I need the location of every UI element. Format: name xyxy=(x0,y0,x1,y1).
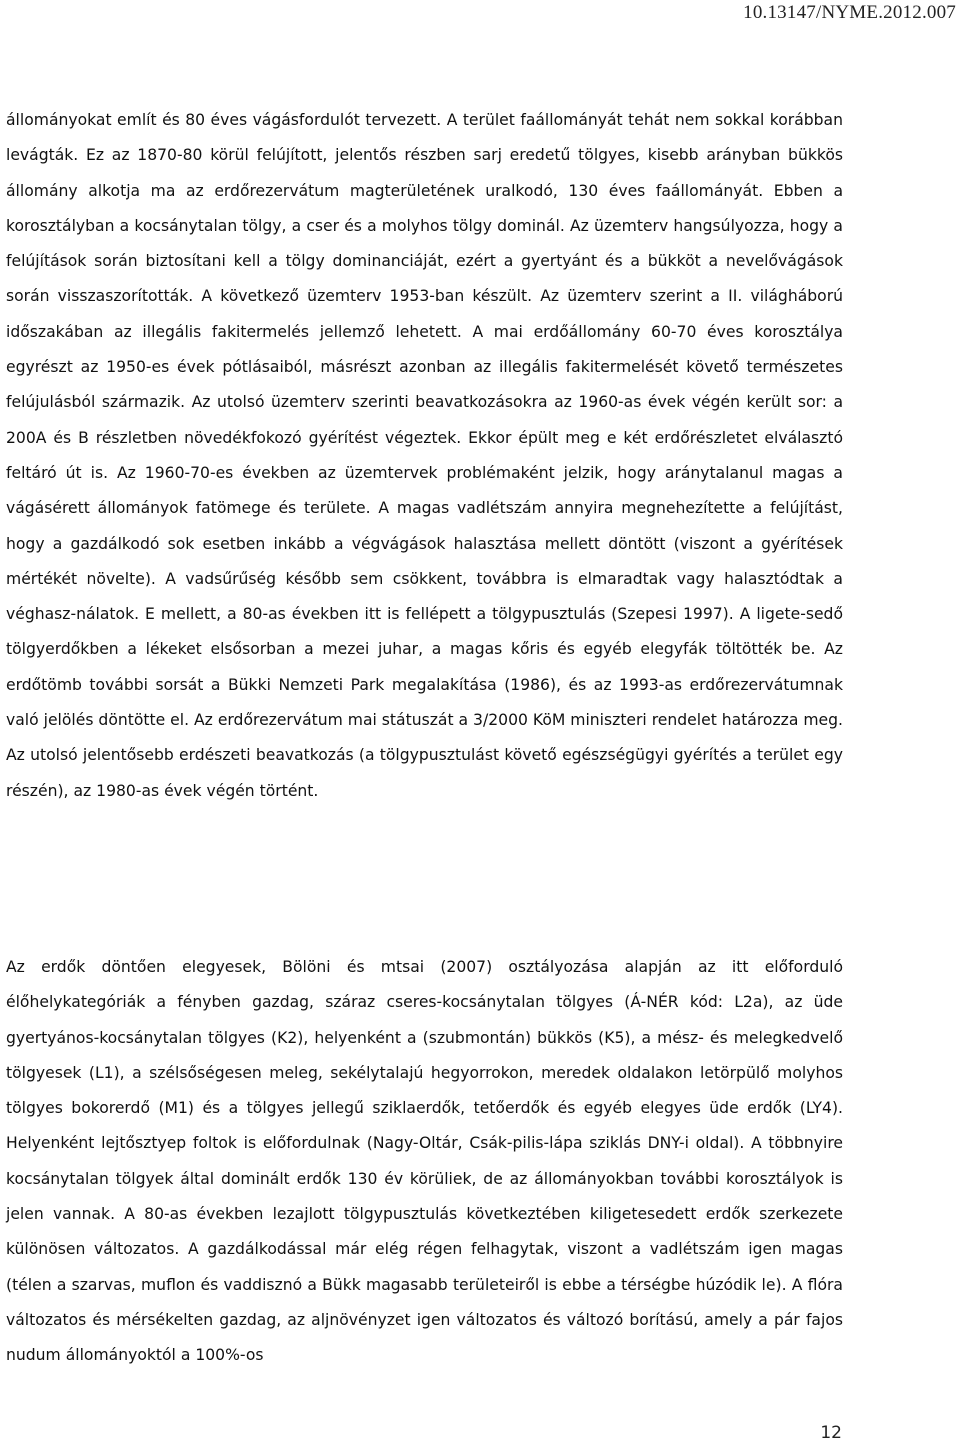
page-number: 12 xyxy=(820,1423,842,1443)
doi-header: 10.13147/NYME.2012.007 xyxy=(743,2,956,23)
paragraph-habitats: Az erdők döntően elegyesek, Bölöni és mtsai (2007) osztályozása alapján az itt előforduló élőhelykategóriák a fényben gazdag, száraz cseres-kocsánytalan tölgyes (Á-NÉR kód: L2a), az üde gyertyános-kocsánytalan tölgyes (K2), helyenként a (szubmontán) bükkös (K5), a mész- és melegkedvelő tölgyesek (L1), a szélsőségesen meleg, sekélytalajú hegyorrokon, meredek oldalakon letörpülő molyhos tölgyes bokorerdő (M1) és a tölgyes jellegű sziklaerdők, tetőerdők és egyéb elegyes üde erdők (LY4). Helyenként lejtősztyep foltok is előfordulnak (Nagy-Oltár, Csák-pilis-lápa sziklás DNY-i oldal). A többnyire kocsánytalan tölgyek által dominált erdők 130 év körüliek, de az állományokban további korosztályok is jelen vannak. A 80-as években lezajlott tölgypusztulás következtében kiligetesedett erdők szerkezete különösen változatos. A gazdálkodással már elég régen felhagytak, viszont a vadlétszám igen magas (télen a szarvas, muflon és vaddisznó a Bükk magasabb területeiről is ebbe a térségbe húzódik le). A flóra változatos és mérsékelten gazdag, az aljnövényzet igen változatos és változó borítású, amely a pár fajos nudum állományoktól a 100%-os xyxy=(6,958,843,1365)
paragraph-history: állományokat említ és 80 éves vágásfordulót tervezett. A terület faállományát tehát nem sokkal korábban levágták. Ez az 1870-80 körül felújított, jelentős részben sarj eredetű tölgyes, kisebb arányban bükkös állomány alkotja ma az erdőrezervátum magterületének uralkodó, 130 éves faállományát. Ebben a korosztályban a kocsánytalan tölgy, a cser és a molyhos tölgy dominál. Az üzemterv hangsúlyozza, hogy a felújítások során biztosítani kell a tölgy dominanciáját, ezért a gyertyánt és a bükköt a nevelővágások során visszaszorították. A következő üzemterv 1953-ban készült. Az üzemterv szerint a II. világháború időszakában az illegális fakitermelés jellemző lehetett. A mai erdőállomány 60-70 éves korosztálya egyrészt az 1950-es évek pótlásaiból, másrészt azonban az illegális fakitermelését követő természetes felújulásból származik. Az utolsó üzemterv szerinti beavatkozásokra az 1960-as évek végén került sor: a 200A és B részletben növedékfokozó gyérítést végeztek. Ekkor épült meg e két erdőrészletet elválasztó feltáró út is. Az 1960-70-es években az üzemtervek problémaként jelzik, hogy aránytalanul magas a vágásérett állományok fatömege és területe. A magas vadlétszám annyira megnehezítette a felújítást, hogy a gazdálkodó sok esetben inkább a végvágások halasztása mellett döntött (viszont a gyérítések mértékét növelte). A vadsűrűség később sem csökkent, továbbra is elmaradtak vagy halasztódtak a véghasz-nálatok. E mellett, a 80-as években itt is fellépett a tölgypusztulás (Szepesi 1997). A ligete-sedő tölgyerdőkben a lékeket elsősorban a mezei juhar, a magas kőris és egyéb elegyfák töltötték be. Az erdőtömb további sorsát a Bükki Nemzeti Park megalakítása (1986), és az 1993-as erdőrezervátumnak való jelölés döntötte el. Az erdőrezervátum mai státuszát a 3/2000 KöM miniszteri rendelet határozza meg. Az utolsó jelentősebb erdészeti beavatkozás (a tölgypusztulást követő egészségügyi gyérítés a terület egy részén), az 1980-as évek végén történt. xyxy=(6,111,843,800)
